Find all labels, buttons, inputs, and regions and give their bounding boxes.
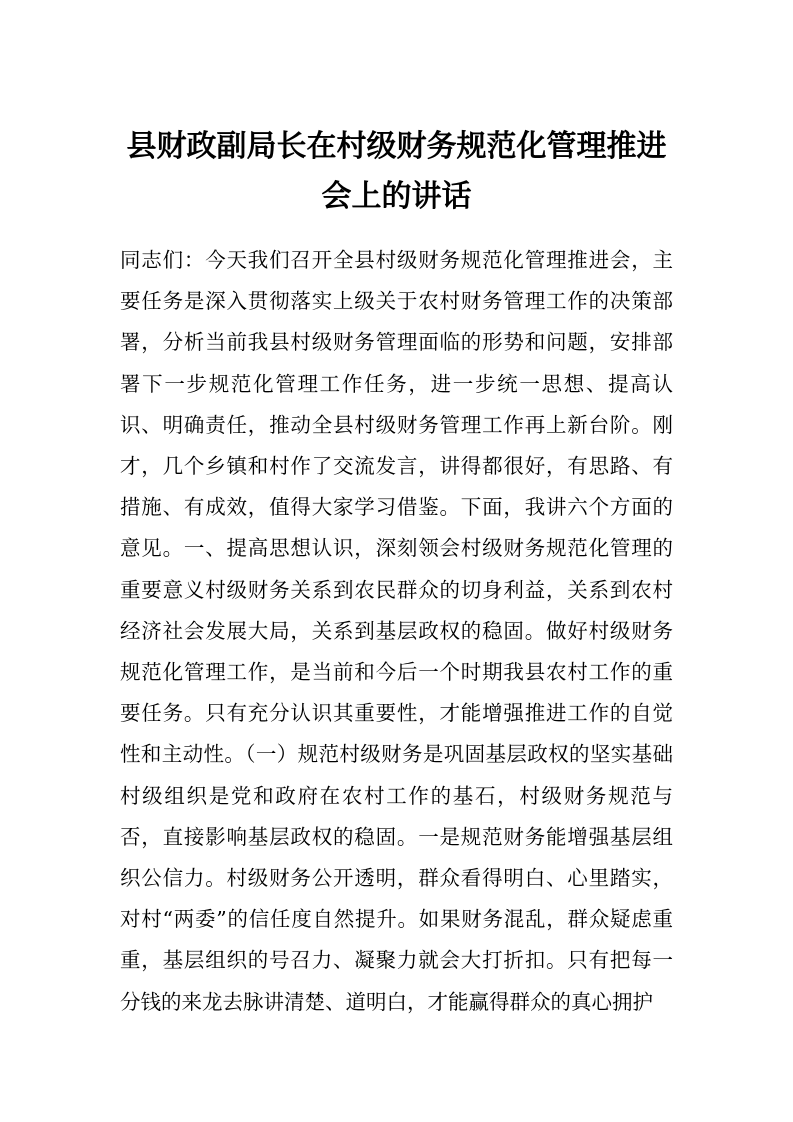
document-body: 同志们：今天我们召开全县村级财务规范化管理推进会，主要任务是深入贯彻落实上级关于农村财务管理工作的决策部署，分析当前我县村级财务管理面临的形势和问题，安排部署下一步规范化管理工作任务，进一步统一思想、提高认识、明确责任，推动全县村级财务管理工作再上新台阶。刚才，几个乡镇和村作了交流发言，讲得都很好，有思路、有措施、有成效，值得大家学习借鉴。下面，我讲六个方面的意见。一、提高思想认识，深刻领会村级财务规范化管理的重要意义村级财务关系到农民群众的切身利益，关系到农村经济社会发展大局，关系到基层政权的稳固。做好村级财务规范化管理工作，是当前和今后一个时期我县农村工作的重要任务。只有充分认识其重要性，才能增强推进工作的自觉性和主动性。（一）规范村级财务是巩固基层政权的坚实基础村级组织是党和政府在农村工作的基石，村级财务规范与否，直接影响基层政权的稳固。一是规范财务能增强基层组织公信力。村级财务公开透明，群众看得明白、心里踏实，对村“两委”的信任度自然提升。如果财务混乱，群众疑虑重重，基层组织的号召力、凝聚力就会大打折扣。只有把每一分钱的来龙去脉讲清楚、道明白，才能赢得群众的真心拥护 xyxy=(120,248,673,1014)
document-title: 县财政副局长在村级财务规范化管理推进会上的讲话 xyxy=(126,129,667,214)
